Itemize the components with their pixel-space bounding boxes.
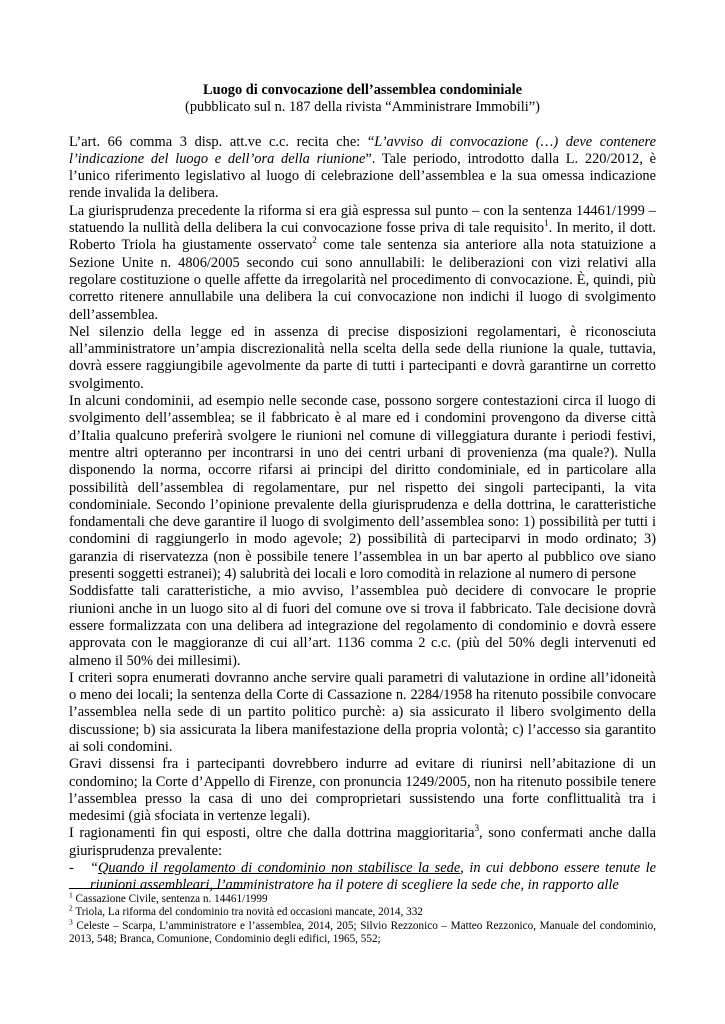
paragraph-6: I criteri sopra enumerati dovranno anche servire quali parametri di valutazione in ordine all’idoneità o meno dei locali; la sentenza della Corte di Cassazione n. 2284/1958 ha ritenuto possibile convocare l’assemblea nella sede di un partito politico purchè: a) sia assicurato il libero svolgimento della discussione; b) sia assicurata la libera manifestazione della propria volontà; c) l’accesso sia garantito ai soli condomini. xyxy=(69,669,656,755)
footnote-1 xyxy=(69,890,656,906)
footnote-2-text: Triola, La riforma del condominio tra novità ed occasioni mancate, 2014, 332 xyxy=(72,906,423,919)
footnote-separator xyxy=(69,888,244,889)
footnotes-section xyxy=(69,888,656,947)
paragraph-2-text-b: . In merito, il dott. Roberto Triola ha giustamente osservato xyxy=(69,220,657,254)
document-subtitle: (pubblicato sul n. 187 della rivista “Amministrare Immobili”) xyxy=(185,99,540,116)
footnote-ref-2: 2 xyxy=(312,235,317,246)
paragraph-4: In alcuni condominii, ad esempio nelle seconde case, possono sorgere contestazioni circa il luogo di svolgimento dell’assemblea; se il fabbricato è al mare ed i condomini provengono da diverse città d’Italia qualcuno preferirà svolgere le riunioni nel comune di villeggiatura durante i periodi festivi, mentre altri opteranno per incontrarsi in uno dei centri urbani di provenienza (ma quale?). Nulla disponendo la norma, occorre rifarsi ai principi del diritto condominiale, ed in particolare alla possibilità dell’assemblea di regolamentare, pur nel rispetto dei singoli partecipanti, la vita condominiale. Secondo l’opinione prevalente della giurisprudenza e della dottrina, le caratteristiche fondamentali che deve garantire il luogo di svolgimento dell’assemblea sono: 1) possibilità per tutti i condomini di raggiungerlo in modo agevole; 2) possibilità di parteciparvi in modo ordinato; 3) garanzia di riservatezza (non è possibile tenere l’assemblea in un bar aperto al pubblico ove siano presenti soggetti estranei); 4) salubrità dei locali e loro comodità in relazione al numero di persone xyxy=(69,393,656,583)
document-title: Luogo di convocazione dell’assemblea condominiale xyxy=(203,82,522,98)
paragraph-8-text-b: , sono confermati anche dalla giurisprudenza prevalente: xyxy=(69,825,656,859)
list-dash: - xyxy=(69,860,74,877)
paragraph-2 xyxy=(69,203,656,324)
footnote-2-number: 2 xyxy=(69,903,73,913)
paragraph-1-text-b: ”. Tale periodo, introdotto dalla L. 220/2012, è l’unico riferimento legislativo al luogo di celebrazione dell’assemblea e la sua omessa indicazione rende invalida la delibera. xyxy=(69,150,656,202)
paragraph-8-text-a: I ragionamenti fin qui esposti, oltre che dalla dottrina maggioritaria xyxy=(69,825,475,842)
footnote-3 xyxy=(69,917,656,947)
paragraph-8 xyxy=(69,825,656,860)
paragraph-5: Soddisfatte tali caratteristiche, a mio avviso, l’assemblea può decidere di convocare le proprie riunioni anche in un luogo sito al di fuori del comune ove si trova il fabbricato. Tale decisione dovrà essere formalizzata con una delibera ad integrazione del regolamento di condominio e dovrà essere approvata con le maggioranze di cui all’art. 1136 comma 2 c.c. (più del 50% degli intervenuti ed almeno il 50% dei millesimi). xyxy=(69,583,656,669)
footnote-ref-1: 1 xyxy=(544,218,549,229)
paragraph-3: Nel silenzio della legge ed in assenza di precise disposizioni regolamentari, è riconosciuta all’amministratore un’ampia discrezionalità nella scelta della sede della riunione la quale, tuttavia, dovrà essere raggiungibile agevolmente da parte di tutti i partecipanti e dovrà garantirne un corretto svolgimento. xyxy=(69,323,656,392)
document-page xyxy=(69,82,656,895)
footnote-3-number: 3 xyxy=(69,917,73,927)
quote-rest: , in cui debbono essere tenute le riunioni assembleari, l’amministratore ha il potere di scegliere la sede che, in rapporto alle xyxy=(90,860,657,894)
footnote-1-number: 1 xyxy=(69,890,73,900)
quote-open-mark: “ xyxy=(90,860,99,877)
paragraph-1-text-a: L’art. 66 comma 3 disp. att.ve c.c. recita che: “ xyxy=(69,133,375,150)
paragraph-1-quote: L’avviso di convocazione (…) deve contenere l’indicazione del luogo e dell’ora della riunione xyxy=(69,133,656,167)
paragraph-1 xyxy=(69,134,656,203)
paragraph-2-text-c: come tale sentenza sia anteriore alla nota statuizione a Sezione Unite n. 4806/2005 secondo cui sono annullabili: le deliberazioni con vizi relativi alla regolare costituzione o quelle affette da irregolarità nel procedimento di convocazione. È, quindi, più corretto ritenere annullabile una delibera la cui convocazione non indichi il luogo di svolgimento dell’assemblea. xyxy=(69,237,656,323)
quote-underlined: Quando il regolamento di condominio non stabilisce la sede xyxy=(98,860,461,877)
paragraph-7: Gravi dissensi fra i partecipanti dovrebbero indurre ad evitare di riunirsi nell’abitazione di un condomino; la Corte d’Appello di Firenze, con pronuncia 1249/2005, non ha ritenuto possibile tenere l’assemblea presso la casa di uno dei comproprietari sussistendo una forte conflittualità tra i medesimi (già sfociata in vertenze legali). xyxy=(69,756,656,825)
footnote-2 xyxy=(69,903,656,919)
paragraph-2-text-a: La giurisprudenza precedente la riforma si era già espressa sul punto – con la sentenza 14461/1999 – statuendo la nullità della delibera la cui convocazione fosse priva di tale requisito xyxy=(69,202,656,237)
footnote-ref-3: 3 xyxy=(474,823,480,834)
footnote-1-text: Cassazione Civile, sentenza n. 14461/1999 xyxy=(72,893,268,905)
footnote-3-text: Celeste – Scarpa, L’amministratore e l’assemblea, 2014, 205; Silvio Rezzonico – Matteo Rezzonico, Manuale del condominio, 2013, 548; Branca, Comunione, Condominio degli edifici, 1965, 552; xyxy=(69,919,656,946)
